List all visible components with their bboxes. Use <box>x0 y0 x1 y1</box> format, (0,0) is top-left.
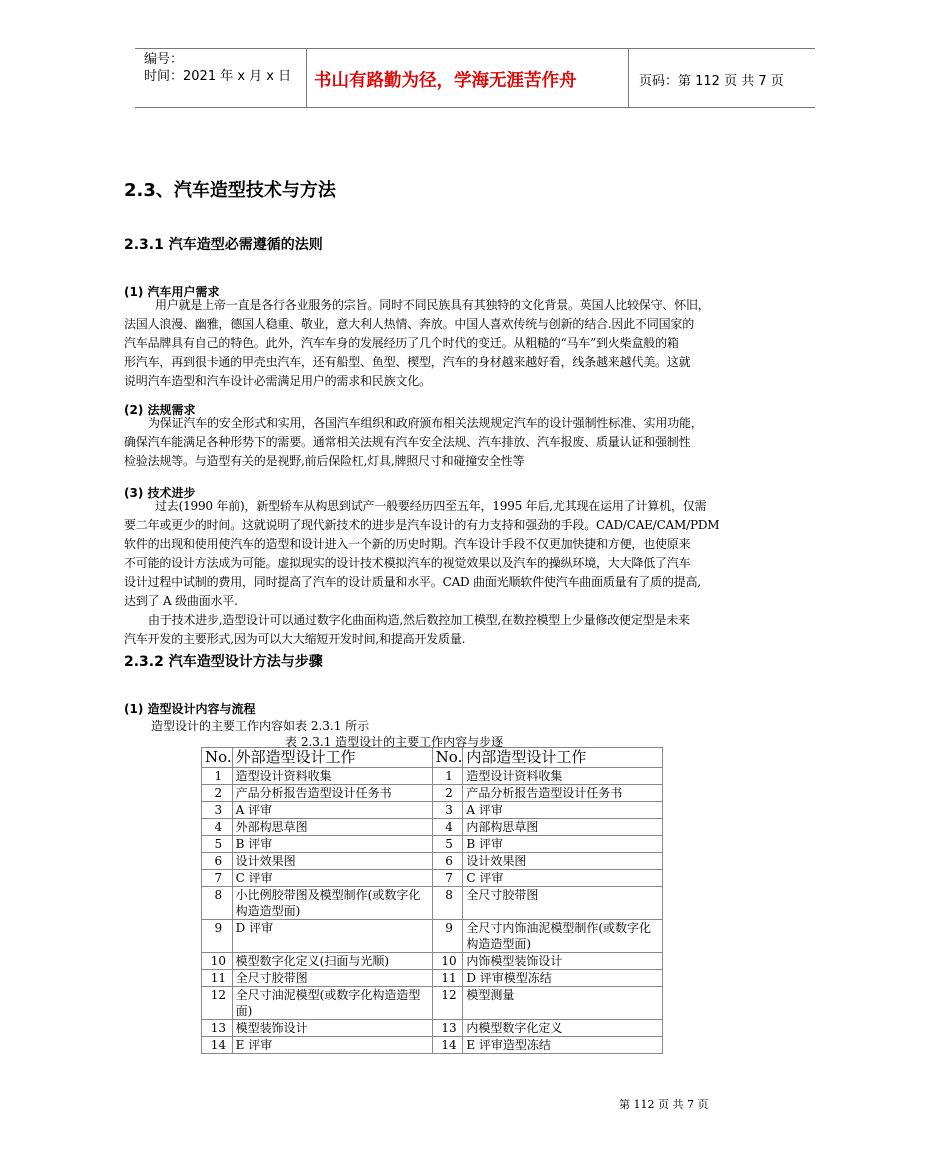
header-divider <box>306 49 307 107</box>
table-row <box>202 920 663 953</box>
step-number-cell: 2 <box>202 785 233 802</box>
subsection-title: 2.3.2 汽车造型设计方法与步骤 <box>124 654 323 670</box>
column-header: No. <box>432 748 463 768</box>
step-number-cell: 2 <box>432 785 463 802</box>
table-row <box>202 836 663 853</box>
step-number-cell: 14 <box>202 1037 233 1054</box>
step-task-cell: 全尺寸油泥模型(或数字化构造造型面) <box>232 987 432 1020</box>
step-task-cell: 产品分析报告造型设计任务书 <box>463 785 663 802</box>
table-caption: 表 2.3.1 造型设计的主要工作内容与步逐 <box>285 735 504 749</box>
step-number-cell: 5 <box>432 836 463 853</box>
step-task-cell: C 评审 <box>463 870 663 887</box>
step-task-cell: 内模型数字化定义 <box>463 1020 663 1037</box>
step-task-cell: E 评审 <box>232 1037 432 1054</box>
step-number-cell: 3 <box>432 802 463 819</box>
step-number-cell: 10 <box>432 953 463 970</box>
step-number-cell: 5 <box>202 836 233 853</box>
step-task-cell: 外部构思草图 <box>232 819 432 836</box>
step-task-cell: 全尺寸内饰油泥模型制作(或数字化构造造型面) <box>463 920 663 953</box>
header-top-rule <box>135 48 815 49</box>
step-task-cell: 造型设计资料收集 <box>232 768 432 785</box>
table-row <box>202 802 663 819</box>
text-line: 为保证汽车的安全形式和实用，各国汽车组织和政府颁布相关法规规定汽车的设计强制性标准、实用功能， <box>148 416 703 430</box>
step-task-cell: 设计效果图 <box>232 853 432 870</box>
step-task-cell: B 评审 <box>232 836 432 853</box>
header-bottom-rule <box>135 107 815 108</box>
step-task-cell: 小比例胶带图及模型制作(或数字化构造造型面) <box>232 887 432 920</box>
item-heading: (3) 技术进步 <box>124 486 196 500</box>
step-number-cell: 7 <box>432 870 463 887</box>
text-line: 汽车开发的主要形式,因为可以大大缩短开发时间,和提高开发质量. <box>124 632 466 646</box>
table-row <box>202 970 663 987</box>
table-row <box>202 768 663 785</box>
table-row <box>202 819 663 836</box>
step-number-cell: 9 <box>202 920 233 953</box>
step-number-cell: 6 <box>202 853 233 870</box>
header-meta <box>144 51 291 85</box>
text-line: 确保汽车能满足各种形势下的需要。通常相关法规有汽车安全法规、汽车排放、汽车报废、质量认证和强制性 <box>124 435 691 449</box>
step-number-cell: 8 <box>202 887 233 920</box>
table-row <box>202 1037 663 1054</box>
step-task-cell: 模型测量 <box>463 987 663 1020</box>
step-number-cell: 11 <box>202 970 233 987</box>
step-number-cell: 13 <box>202 1020 233 1037</box>
design-steps-table <box>201 747 663 1054</box>
step-task-cell: C 评审 <box>232 870 432 887</box>
time-label: 时间：2021 年 x 月 x 日 <box>144 69 292 84</box>
step-number-cell: 8 <box>432 887 463 920</box>
step-task-cell: D 评审 <box>232 920 432 953</box>
text-line: 汽车品牌具有自己的特色。此外，汽车车身的发展经历了几个时代的变迁。从粗糙的“马车”到火柴盒般的箱 <box>124 336 679 350</box>
table-row <box>202 1020 663 1037</box>
text-line: 不可能的设计方法成为可能。虚拟现实的设计技术模拟汽车的视觉效果以及汽车的操纵环境，大大降低了汽车 <box>124 556 691 570</box>
header-divider <box>628 49 629 107</box>
page-footer: 第 112 页 共 7 页 <box>619 1098 709 1111</box>
step-task-cell: 设计效果图 <box>463 853 663 870</box>
table-row <box>202 887 663 920</box>
item-heading: (1) 造型设计内容与流程 <box>124 702 256 716</box>
paragraph <box>124 414 832 471</box>
step-number-cell: 11 <box>432 970 463 987</box>
number-label: 编号： <box>144 52 184 67</box>
table-row <box>202 987 663 1020</box>
step-task-cell: D 评审模型冻结 <box>463 970 663 987</box>
step-number-cell: 6 <box>432 853 463 870</box>
step-task-cell: 内部构思草图 <box>463 819 663 836</box>
text-line: 达到了 A 级曲面水平. <box>124 594 238 608</box>
step-number-cell: 12 <box>202 987 233 1020</box>
step-number-cell: 1 <box>432 768 463 785</box>
step-task-cell: 全尺寸胶带图 <box>463 887 663 920</box>
text-line: 软件的出现和使用使汽车的造型和设计进入一个新的历史时期。汽车设计手段不仅更加快捷和方便，也使原来 <box>124 537 691 551</box>
text-line: 过去(1990 年前)，新型轿车从构思到试产一般要经历四至五年，1995 年后,尤其现在运用了计算机，仅需 <box>155 499 707 513</box>
table-row <box>202 870 663 887</box>
column-header: 内部造型设计工作 <box>463 748 663 768</box>
paragraph <box>124 497 832 649</box>
section-title: 2.3、汽车造型技术与方法 <box>124 180 336 201</box>
step-task-cell: 产品分析报告造型设计任务书 <box>232 785 432 802</box>
item-heading: (1) 汽车用户需求 <box>124 285 220 299</box>
subsection-title: 2.3.1 汽车造型必需遵循的法则 <box>124 237 323 253</box>
paragraph <box>124 296 832 391</box>
item-heading: (2) 法规需求 <box>124 403 196 417</box>
table-row <box>202 785 663 802</box>
text-line: 说明汽车造型和汽车设计必需满足用户的需求和民族文化。 <box>124 374 431 388</box>
column-header: 外部造型设计工作 <box>232 748 432 768</box>
header-motto: 书山有路勤为径，学海无涯苦作舟 <box>314 71 577 91</box>
step-task-cell: E 评审造型冻结 <box>463 1037 663 1054</box>
column-header: No. <box>202 748 233 768</box>
step-task-cell: 模型数字化定义(扫面与光顺) <box>232 953 432 970</box>
step-task-cell: A 评审 <box>463 802 663 819</box>
step-number-cell: 10 <box>202 953 233 970</box>
step-task-cell: 造型设计资料收集 <box>463 768 663 785</box>
step-task-cell: 模型装饰设计 <box>232 1020 432 1037</box>
step-number-cell: 1 <box>202 768 233 785</box>
text-line: 检验法规等。与造型有关的是视野,前后保险杠,灯具,牌照尺寸和碰撞安全性等 <box>124 454 525 468</box>
step-number-cell: 4 <box>202 819 233 836</box>
text-line: 要二年或更少的时间。这就说明了现代新技术的进步是汽车设计的有力支持和强劲的手段。CAD/CAE/CAM/PDM <box>124 518 720 532</box>
step-task-cell: A 评审 <box>232 802 432 819</box>
step-number-cell: 9 <box>432 920 463 953</box>
step-number-cell: 3 <box>202 802 233 819</box>
table-intro: 造型设计的主要工作内容如表 2.3.1 所示 <box>151 719 370 733</box>
step-task-cell: 内饰模型装饰设计 <box>463 953 663 970</box>
text-line: 用户就是上帝一直是各行各业服务的宗旨。同时不同民族具有其独特的文化背景。英国人比较保守、怀旧， <box>155 298 710 312</box>
text-line: 形汽车，再到很卡通的甲壳虫汽车，还有船型、鱼型、楔型，汽车的身材越来越好看，线条越来越代美。这就 <box>124 355 691 369</box>
text-line: 由于技术进步,造型设计可以通过数字化曲面构造,然后数控加工模型,在数控模型上少量修改便定型是未来 <box>148 613 690 627</box>
text-line: 设计过程中试制的费用，同时提高了汽车的设计质量和水平。CAD 曲面光顺软件使汽车曲面质量有了质的提高, <box>124 575 701 589</box>
table-row <box>202 953 663 970</box>
step-number-cell: 4 <box>432 819 463 836</box>
table-header-row <box>202 748 663 768</box>
step-number-cell: 13 <box>432 1020 463 1037</box>
text-line: 法国人浪漫、幽雅，德国人稳重、敬业，意大利人热情、奔放。中国人喜欢传统与创新的结合.因此不同国家的 <box>124 317 695 331</box>
step-task-cell: 全尺寸胶带图 <box>232 970 432 987</box>
table-row <box>202 853 663 870</box>
header-page-info: 页码：第 112 页 共 7 页 <box>639 74 784 89</box>
step-number-cell: 12 <box>432 987 463 1020</box>
step-task-cell: B 评审 <box>463 836 663 853</box>
step-number-cell: 14 <box>432 1037 463 1054</box>
step-number-cell: 7 <box>202 870 233 887</box>
